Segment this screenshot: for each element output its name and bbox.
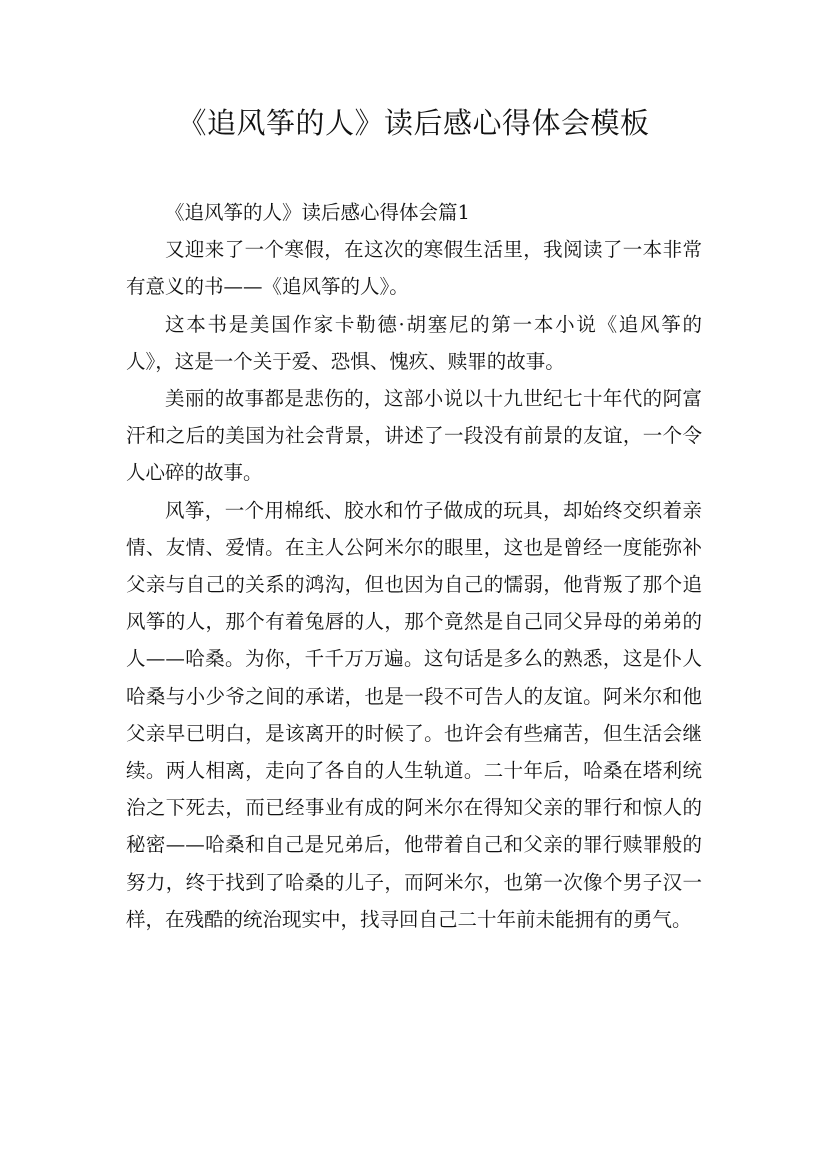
paragraph: 美丽的故事都是悲伤的，这部小说以十九世纪七十年代的阿富汗和之后的美国为社会背景，讲述了一段没有前景的友谊，一个令人心碎的故事。 — [126, 387, 702, 485]
document-body — [126, 194, 702, 938]
paragraph: 这本书是美国作家卡勒德·胡塞尼的第一本小说《追风筝的人》，这是一个关于爱、恐惧、愧疚、赎罪的故事。 — [126, 312, 702, 373]
document-title: 《追风筝的人》读后感心得体会模板 — [177, 106, 650, 140]
paragraph: 又迎来了一个寒假，在这次的寒假生活里，我阅读了一本非常有意义的书——《追风筝的人》。 — [126, 238, 702, 299]
section-heading: 《追风筝的人》读后感心得体会篇1 — [165, 201, 470, 224]
paragraph: 风筝，一个用棉纸、胶水和竹子做成的玩具，却始终交织着亲情、友情、爱情。在主人公阿米尔的眼里，这也是曾经一度能弥补父亲与自己的关系的鸿沟，但也因为自己的懦弱，他背叛了那个追风筝的人，那个有着兔唇的人，那个竟然是自己同父异母的弟弟的人——哈桑。为你，千千万万遍。这句话是多么的熟悉，这是仆人哈桑与小少爷之间的承诺，也是一段不可告人的友谊。阿米尔和他父亲早已明白，是该离开的时候了。也许会有些痛苦，但生活会继续。两人相离，走向了各自的人生轨道。二十年后，哈桑在塔利统治之下死去，而已经事业有成的阿米尔在得知父亲的罪行和惊人的秘密——哈桑和自己是兄弟后，他带着自己和父亲的罪行赎罪般的努力，终于找到了哈桑的儿子，而阿米尔，也第一次像个男子汉一样，在残酷的统治现实中，找寻回自己二十年前未能拥有的勇气。 — [126, 498, 702, 931]
